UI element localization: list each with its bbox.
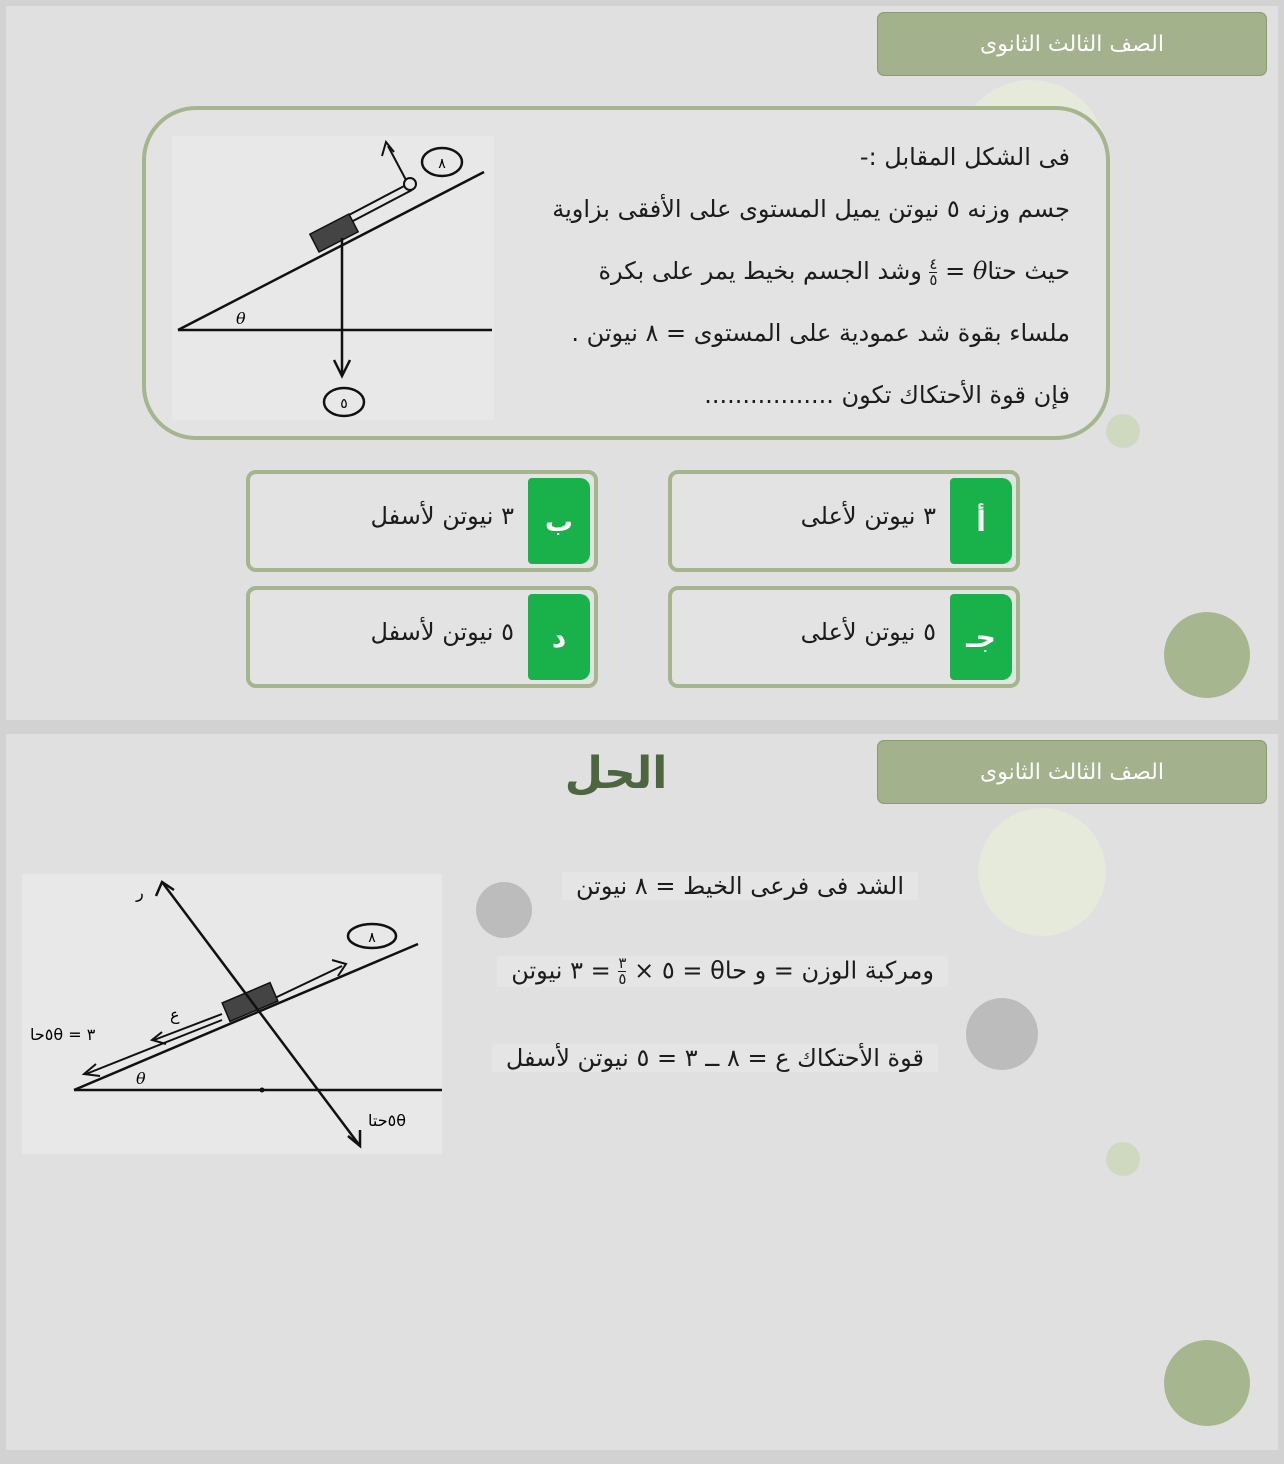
option-d[interactable] — [246, 586, 598, 688]
force-diagram — [22, 874, 442, 1154]
solution-figure — [22, 874, 442, 1154]
option-b[interactable] — [246, 470, 598, 572]
question-line-1: فى الشكل المقابل :- — [859, 143, 1070, 171]
theta-symbol: θ — [972, 257, 988, 285]
fraction-denominator: ٥ — [618, 970, 627, 988]
question-frame — [142, 106, 1110, 440]
equals-sign: = — [945, 257, 966, 285]
cos-label: حيث حتا — [987, 257, 1070, 285]
normal-force-label: ر — [136, 883, 144, 902]
fraction-numerator: ٤ — [929, 254, 938, 273]
solution-line-2-start: ومركبة الوزن = و حاθ = ٥ × — [634, 956, 934, 985]
option-d-text: ٥ نيوتن لأسفل — [370, 618, 514, 646]
solution-line-2-end: = ٣ نيوتن — [511, 956, 611, 985]
grade-label: الصف الثالث الثانوى — [980, 31, 1164, 57]
option-a-letter: أ — [950, 478, 1012, 564]
component-label: ٥حاθ = ٣ — [30, 1025, 96, 1044]
grade-label: الصف الثالث الثانوى — [980, 759, 1164, 785]
perp-component-label: ٥حتاθ — [368, 1111, 406, 1130]
decor-circle — [1106, 1142, 1140, 1176]
friction-label: ع — [170, 1005, 180, 1024]
solution-line-2 — [497, 956, 948, 987]
solution-line-3: قوة الأحتكاك ع = ٨ ــ ٣ = ٥ نيوتن لأسفل — [492, 1044, 938, 1072]
angle-label: θ — [236, 309, 246, 328]
inclined-plane-diagram — [172, 136, 494, 420]
fraction-three-fifths — [618, 956, 626, 987]
decor-circle — [476, 882, 532, 938]
option-c-text: ٥ نيوتن لأعلى — [800, 618, 936, 646]
option-b-letter: ب — [528, 478, 590, 564]
decor-circle — [1106, 414, 1140, 448]
option-c[interactable] — [668, 586, 1020, 688]
solution-title: الحل — [564, 748, 668, 799]
tension-label: ٨ — [368, 930, 376, 946]
angle-label: θ — [136, 1069, 146, 1088]
option-a-text: ٣ نيوتن لأعلى — [800, 502, 936, 530]
decor-circle — [1164, 1340, 1250, 1426]
question-slide — [6, 6, 1278, 720]
decor-circle — [966, 998, 1038, 1070]
option-d-letter: د — [528, 594, 590, 680]
option-b-text: ٣ نيوتن لأسفل — [370, 502, 514, 530]
question-line-4: ملساء بقوة شد عمودية على المستوى = ٨ نيوتن . — [571, 319, 1070, 347]
decor-circle — [1164, 612, 1250, 698]
fraction-four-fifths — [929, 254, 938, 289]
fraction-denominator: ٥ — [929, 270, 938, 289]
question-text — [490, 136, 1070, 426]
inclined-plane-figure — [172, 136, 494, 420]
grade-banner — [877, 740, 1267, 804]
option-c-letter: جـ — [950, 594, 1012, 680]
question-line-3 — [490, 240, 1070, 302]
grade-banner — [877, 12, 1267, 76]
option-a[interactable] — [668, 470, 1020, 572]
solution-line-1: الشد فى فرعى الخيط = ٨ نيوتن — [562, 872, 918, 900]
question-line-2: جسم وزنه ٥ نيوتن يميل المستوى على الأفقى بزاوية — [552, 195, 1070, 223]
question-line-3-end: وشد الجسم بخيط يمر على بكرة — [598, 257, 922, 285]
decor-circle — [978, 808, 1106, 936]
solution-slide — [6, 734, 1278, 1450]
question-line-5: فإن قوة الأحتكاك تكون ................. — [704, 381, 1070, 409]
fraction-numerator: ٣ — [618, 954, 627, 972]
weight-label: ٥ — [340, 396, 348, 412]
tension-label: ٨ — [438, 156, 446, 172]
